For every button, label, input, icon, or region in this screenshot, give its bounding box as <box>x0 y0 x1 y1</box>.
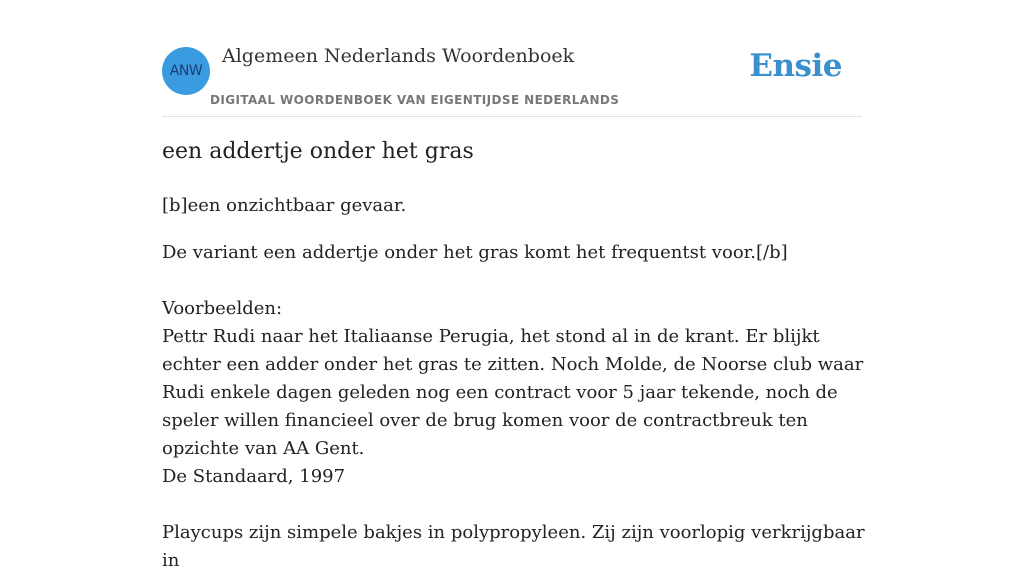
example-source: De Standaard, 1997 <box>162 466 346 487</box>
site-header <box>162 0 862 117</box>
example-text-2: Playcups zijn simpele bakjes in polypropyleen. Zij zijn voorlopig verkrijgbaar in <box>162 522 865 571</box>
entry-content <box>162 192 867 575</box>
examples-label: Voorbeelden: <box>162 298 283 319</box>
example-text: Pettr Rudi naar het Italiaanse Perugia, het stond al in de krant. Er blijkt echter een adder onder het gras te zitten. Noch Molde, de Noorse club waar Rudi enkele dagen geleden nog een contract voor 5 jaar tekende, noch de speler willen financieel over de brug komen voor de contractbreuk ten opzichte van AA Gent. <box>162 326 864 459</box>
entry-definition: [b]een onzichtbaar gevaar. <box>162 195 407 216</box>
page-container <box>162 0 865 571</box>
site-subtitle: DIGITAAL WOORDENBOEK VAN EIGENTIJDSE NEDERLANDS <box>210 93 620 107</box>
anw-logo[interactable]: ANW <box>162 47 210 95</box>
entry-note: De variant een addertje onder het gras komt het frequentst voor.[/b] <box>162 242 788 263</box>
site-title[interactable]: Algemeen Nederlands Woordenboek <box>222 45 575 67</box>
ensie-logo[interactable]: Ensie <box>749 48 842 84</box>
entry-headword: een addertje onder het gras <box>162 139 474 164</box>
